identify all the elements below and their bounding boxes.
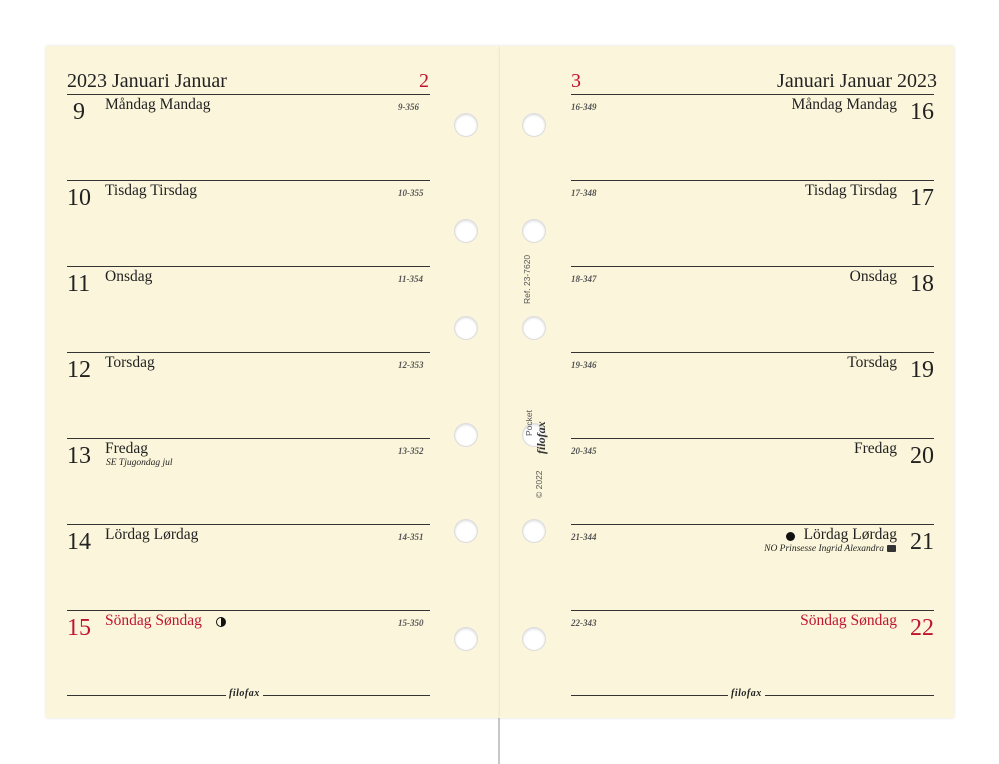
day-rule bbox=[67, 438, 430, 439]
ring-hole bbox=[454, 627, 478, 651]
day-of-year: 21-344 bbox=[571, 532, 597, 542]
day-number: 12 bbox=[67, 357, 91, 383]
day-number: 18 bbox=[910, 271, 934, 297]
pocket-size-label: Pocket bbox=[524, 410, 534, 436]
day-rule bbox=[67, 266, 430, 267]
left-page bbox=[46, 46, 500, 718]
ring-hole bbox=[454, 113, 478, 137]
margin-brand: filofax bbox=[534, 421, 548, 454]
day-number: 15 bbox=[67, 615, 91, 641]
footer-brand: filofax bbox=[728, 688, 765, 699]
day-rule bbox=[571, 524, 934, 525]
day-of-year: 12-353 bbox=[398, 360, 424, 370]
moon-full-icon bbox=[786, 532, 795, 541]
day-name: Torsdag bbox=[847, 354, 897, 371]
day-of-year: 17-348 bbox=[571, 188, 597, 198]
day-of-year: 15-350 bbox=[398, 618, 424, 628]
day-of-year: 20-345 bbox=[571, 446, 597, 456]
day-name: Söndag Søndag bbox=[800, 612, 897, 629]
day-number: 11 bbox=[67, 271, 91, 297]
ring-hole bbox=[522, 519, 546, 543]
day-name: Måndag Mandag bbox=[791, 96, 897, 113]
holiday-note: SE Tjugondag jul bbox=[106, 458, 173, 468]
day-of-year: 16-349 bbox=[571, 102, 597, 112]
right-page bbox=[500, 46, 954, 718]
holiday-note: NO Prinsesse Ingrid Alexandra bbox=[764, 544, 884, 554]
day-rule bbox=[571, 180, 934, 181]
day-number: 13 bbox=[67, 443, 91, 469]
left-week-number: 2 bbox=[419, 70, 429, 92]
day-number: 14 bbox=[67, 529, 91, 555]
left-header-title: 2023 Januari Januar bbox=[67, 70, 227, 92]
day-number: 21 bbox=[910, 529, 934, 555]
day-of-year: 11-354 bbox=[398, 274, 424, 284]
ring-hole bbox=[454, 316, 478, 340]
day-of-year: 9-356 bbox=[398, 102, 419, 112]
day-of-year: 10-355 bbox=[398, 188, 424, 198]
ring-hole bbox=[454, 219, 478, 243]
right-header-title: Januari Januar 2023 bbox=[777, 70, 937, 92]
day-of-year: 18-347 bbox=[571, 274, 597, 284]
ring-hole bbox=[522, 219, 546, 243]
ring-hole bbox=[522, 316, 546, 340]
ring-hole bbox=[454, 519, 478, 543]
day-number: 10 bbox=[67, 185, 91, 211]
ring-hole bbox=[522, 627, 546, 651]
day-name: Tisdag Tirsdag bbox=[804, 182, 897, 199]
ring-hole bbox=[522, 113, 546, 137]
day-rule bbox=[571, 610, 934, 611]
ref-code: Ref. 23-7620 bbox=[522, 254, 532, 304]
day-name: Lördag Lørdag bbox=[105, 526, 199, 543]
day-number: 17 bbox=[910, 185, 934, 211]
day-rule bbox=[67, 352, 430, 353]
header-rule bbox=[571, 94, 934, 95]
day-name: Tisdag Tirsdag bbox=[105, 182, 198, 199]
day-rule bbox=[571, 352, 934, 353]
copyright: © 2022 bbox=[534, 470, 544, 498]
royal-flag-icon bbox=[887, 545, 896, 552]
day-name: Söndag Søndag bbox=[105, 612, 202, 629]
day-of-year: 22-343 bbox=[571, 618, 597, 628]
day-rule bbox=[67, 524, 430, 525]
ring-hole bbox=[454, 423, 478, 447]
day-number: 16 bbox=[910, 99, 934, 125]
day-rule bbox=[67, 180, 430, 181]
day-name: Onsdag bbox=[849, 268, 897, 285]
right-week-number: 3 bbox=[571, 70, 581, 92]
day-name: Lördag Lørdag bbox=[803, 526, 897, 543]
day-rule bbox=[571, 266, 934, 267]
day-of-year: 19-346 bbox=[571, 360, 597, 370]
day-number: 19 bbox=[910, 357, 934, 383]
day-name: Fredag bbox=[853, 440, 897, 457]
day-name: Torsdag bbox=[105, 354, 155, 371]
day-name: Måndag Mandag bbox=[105, 96, 211, 113]
footer-brand: filofax bbox=[226, 688, 263, 699]
header-rule bbox=[67, 94, 430, 95]
day-name: Onsdag bbox=[105, 268, 153, 285]
day-of-year: 13-352 bbox=[398, 446, 424, 456]
day-number: 22 bbox=[910, 615, 934, 641]
day-number: 9 bbox=[73, 99, 85, 125]
day-rule bbox=[571, 438, 934, 439]
day-rule bbox=[67, 610, 430, 611]
day-number: 20 bbox=[910, 443, 934, 469]
day-name: Fredag bbox=[105, 440, 149, 457]
day-of-year: 14-351 bbox=[398, 532, 424, 542]
moon-first-quarter-icon bbox=[216, 617, 226, 627]
